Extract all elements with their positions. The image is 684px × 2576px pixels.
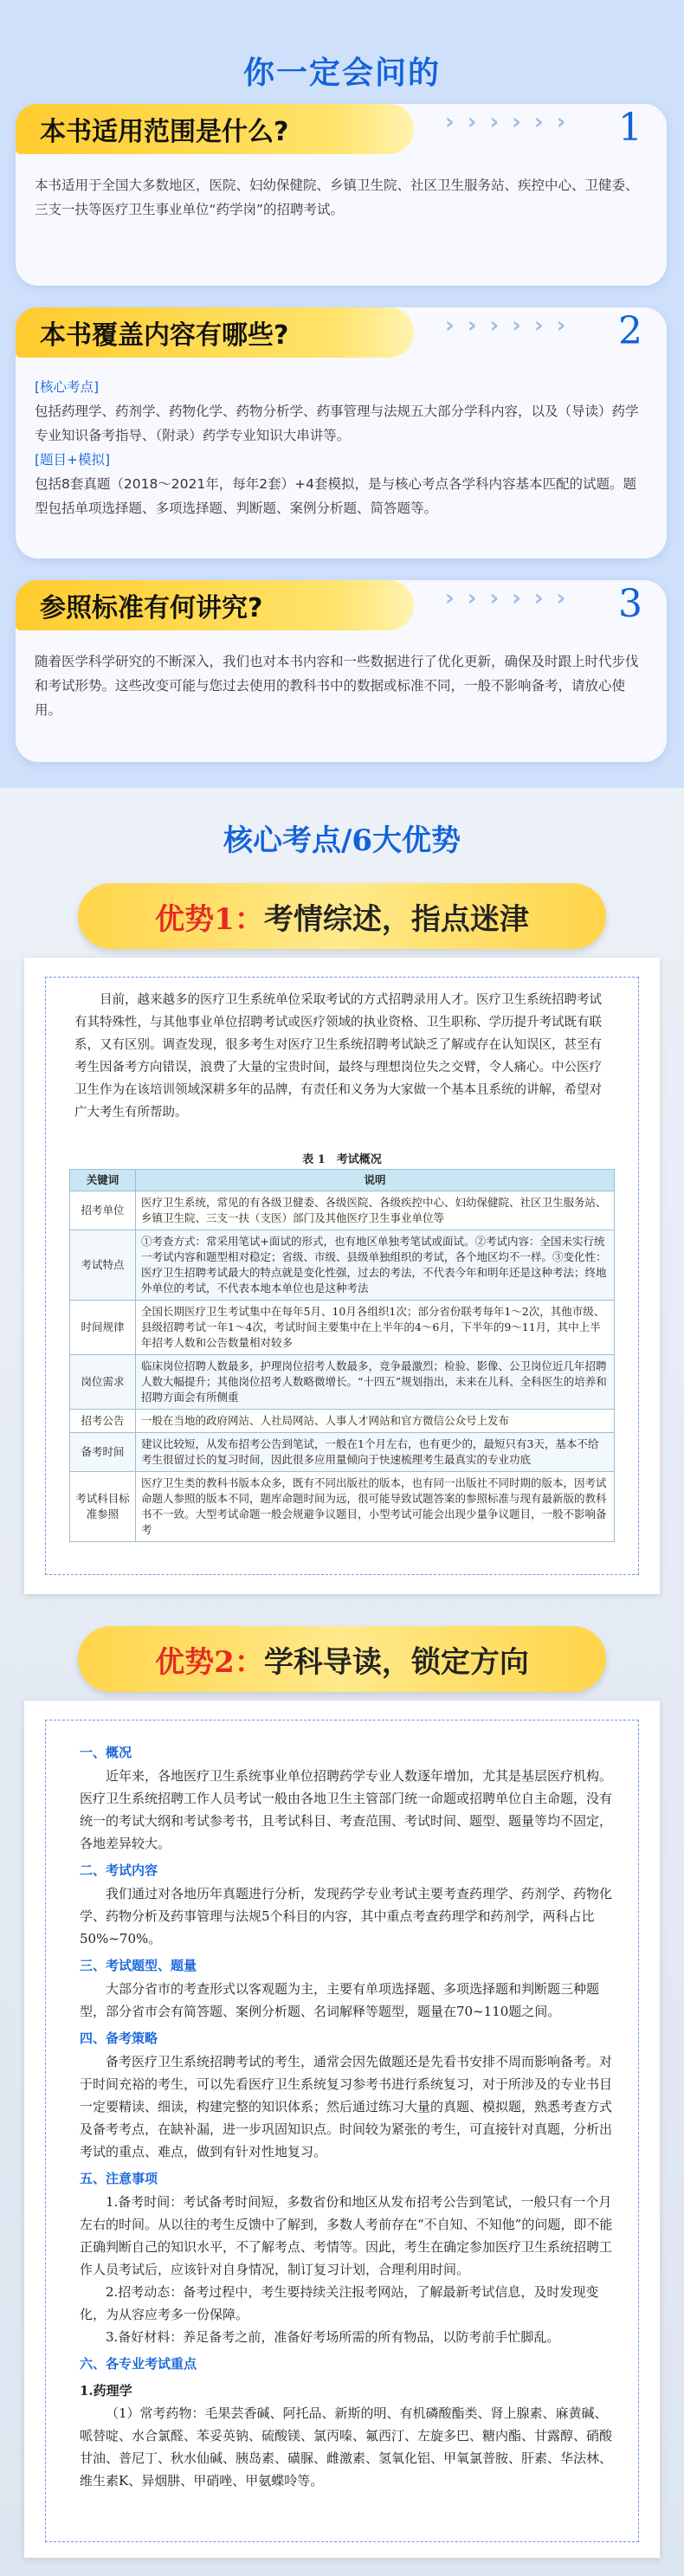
advantage-2-text: 学科导读，锁定方向: [263, 1644, 529, 1680]
chevrons-icon: › › › › › ›: [445, 585, 566, 611]
table-row: 备考时间 建议比较短，从发布招考公告到笔试，一般在1个月左右，也有更少的，最短只有3天，基本不给考生很留过长的复习时间，因此很多应用量倾向于快速梳理考生最真实的专业功底: [70, 1433, 615, 1472]
table-row: 岗位需求 临床岗位招聘人数最多，护理岗位招考人数最多，竞争最激烈；检验、影像、公卫岗位近几年招聘人数大幅提升；其他岗位招考人数略微增长。“十四五”规划指出，未来在儿科、全科医生的培养和招聘方面会有所侧重: [70, 1355, 615, 1410]
question-pill: 本书适用范围是什么?: [16, 104, 414, 154]
answer-text: 本书适用于全国大多数地区，医院、妇幼保健院、乡镇卫生院、社区卫生服务站、疾控中心、卫健委、三支一扶等医疗卫生事业单位“药学岗”的招聘考试。: [35, 178, 639, 217]
faq-title: 你一定会问的: [242, 55, 441, 91]
chevrons-icon: › › › › › ›: [445, 109, 566, 135]
answer-text: [35, 375, 648, 520]
section-heading: 一、概况: [80, 1746, 132, 1760]
section-paragraph: 备考医疗卫生系统招聘考试的考生，通常会因先做题还是先看书安排不周而影响备考。对于时间充裕的考生，可以先看医疗卫生系统复习参考书进行系统复习，对于所涉及的专业书目一定要精读、细读，构建完整的知识体系；然后通过练习大量的真题、模拟题，熟悉考查方式及备考考点，在缺补漏，进一步巩固知识点。时间较为紧张的考生，可直接针对真题，分析出考试的重点、难点，做到有针对性地复习。: [80, 2054, 613, 2160]
tag-core-points: [核心考点]: [35, 379, 100, 395]
faq-section: [0, 0, 684, 788]
question-number: 1: [618, 106, 642, 150]
section-paragraph: 2.招考动态：备考过程中，考生要持续关注报考网站，了解最新考试信息，及时发现变化，为从容应考多一份保障。: [80, 2284, 599, 2322]
advantage-2-prefix: 优势2：: [155, 1644, 264, 1680]
advantage-1-text: 考情综述，指点迷津: [263, 901, 529, 937]
section-heading: 二、考试内容: [80, 1863, 158, 1878]
question-number: 3: [618, 582, 642, 626]
table-caption: 表 1 考试概况: [302, 1153, 382, 1166]
answer-questions-mock: 包括8套真题（2018～2021年，每年2套）+4套模拟，是与核心考点各学科内容基本匹配的试题。题型包括单项选择题、多项选择题、判断题、案例分析题、简答题等。: [35, 476, 636, 516]
table-row: 时间规律 全国长期医疗卫生考试集中在每年5月、10月各组织1次；部分省份联考每年1～2次，其他市级、县级招聘考试一年1～4次，考试时间主要集中在上半年的4～6月，下半年的9～11月，其中上半年招考人数和公告数量相对较多: [70, 1301, 615, 1355]
advantage-2-banner: [78, 1626, 606, 1692]
section-heading: 六、各专业考试重点: [80, 2357, 197, 2372]
section-paragraph: 我们通过对各地历年真题进行分析，发现药学专业考试主要考查药理学、药剂学、药物化学、药物分析及药事管理与法规5个科目的内容，其中重点考查药理学和药剂学，两科占比50%~70%。: [80, 1886, 613, 1947]
section-heading: 五、注意事项: [80, 2172, 158, 2186]
section-paragraph: 近年来，各地医疗卫生系统事业单位招聘药学专业人数逐年增加，尤其是基层医疗机构。医疗卫生系统招聘工作人员考试一般由各地卫生主管部门统一命题或招聘单位自主命题，没有统一的考试大纲和考试参考书，且考试科目、考查范围、考试时间、题型、题量等均不固定，各地差异较大。: [80, 1768, 613, 1851]
subsection-heading: 1.药理学: [80, 2383, 132, 2398]
overview-intro: 目前，越来越多的医疗卫生系统单位采取考试的方式招聘录用人才。医疗卫生系统招聘考试有其特殊性，与其他事业单位招聘考试或医疗领域的执业资格、卫生职称、学历提升考试既有联系，又有区别。调查发现，很多考生对医疗卫生系统招聘考试缺乏了解或存在认知误区，甚至有考生因备考方向错误，浪费了大量的宝贵时间，最终与理想岗位失之交臂，令人痛心。中公医疗卫生作为在该培训领域深耕多年的品牌，有责任和义务为大家做一个基本且系统的讲解，希望对广大考生有所帮助。: [74, 993, 602, 1120]
faq-card-1: [16, 104, 667, 286]
section-paragraph: 大部分省市的考查形式以客观题为主，主要有单项选择题、多项选择题和判断题三种题型，部分省市会有简答题、案例分析题、名词解释等题型，题量在70~110题之间。: [80, 1981, 600, 2019]
faq-card-3: [16, 580, 667, 762]
table-row: 招考公告 一般在当地的政府网站、人社局网站、人事人才网站和官方微信公众号上发布: [70, 1410, 615, 1433]
faq-card-2: [16, 307, 667, 558]
question-pill: 参照标准有何讲究?: [16, 580, 414, 630]
tag-questions-mock: [题目+模拟]: [35, 452, 111, 468]
section-heading: 四、备考策略: [80, 2031, 158, 2046]
overview-panel: [24, 958, 660, 1594]
section-paragraph: 3.备好材料：养足备考之前，准备好考场所需的所有物品，以防考前手忙脚乱。: [106, 2329, 560, 2345]
section-heading: 三、考试题型、题量: [80, 1959, 197, 1973]
table-header-keyword: 关键词: [70, 1170, 136, 1191]
chevrons-icon: › › › › › ›: [445, 313, 566, 339]
advantages-title: 核心考点/6大优势: [223, 823, 461, 858]
advantage-1-prefix: 优势1：: [155, 901, 264, 937]
question-number: 2: [618, 309, 642, 353]
table-row: 招考单位 医疗卫生系统，常见的有各级卫健委、各级医院、各级疾控中心、妇幼保健院、社区卫生服务站、乡镇卫生院、三支一扶（支医）部门及其他医疗卫生事业单位等: [70, 1191, 615, 1230]
question-pill: 本书覆盖内容有哪些?: [16, 307, 414, 358]
table-row: 考试特点 ①考查方式：常采用笔试+面试的形式，也有地区单独考笔试或面试。②考试内容：全国未实行统一考试内容和题型相对稳定；省级、市级、县级单独组织的考试，各个地区均不一样。③变化性：医疗卫生招聘考试最大的特点就是变化性强，过去的考法，不代表今年和明年还是这种考法；终地外单位的考试，不代表本地本单位也是这种考法: [70, 1230, 615, 1301]
section-paragraph: （1）常考药物：毛果芸香碱、阿托品、新斯的明、有机磷酸酯类、肾上腺素、麻黄碱、哌替啶、水合氯醛、苯妥英钠、硫酸镁、氯丙嗪、氟西汀、左旋多巴、糖内酯、甘露醇、硝酸甘油、普尼丁、秋水仙碱、胰岛素、磺脲、雌激素、氢氧化铝、甲氧氯普胺、肝素、华法林、维生素K、异烟肼、甲硝唑、甲氨蝶呤等。: [80, 2405, 613, 2489]
guide-body: [80, 1737, 615, 2492]
table-header-description: 说明: [136, 1170, 615, 1191]
advantage-1-banner: [78, 883, 606, 949]
answer-text: 随着医学科学研究的不断深入，我们也对本书内容和一些数据进行了优化更新，确保及时跟上时代步伐和考试形势。这些改变可能与您过去使用的教科书中的数据或标准不同，一般不影响备考，请放心使用。: [35, 654, 639, 718]
exam-overview-table: [69, 1169, 615, 1542]
section-paragraph: 1.备考时间：考试备考时间短，多数省份和地区从发布招考公告到笔试，一般只有一个月左右的时间。从以往的考生反馈中了解到，多数人考前存在“不自知、不知他”的问题，即不能正确判断自己的知识水平，不了解考点、考情等。因此，考生在确定参加医疗卫生系统招聘工作人员考试后，应该针对自身情况，制订复习计划，合理利用时间。: [80, 2194, 613, 2277]
table-row: 考试科目标准参照 医疗卫生类的教科书版本众多，既有不同出版社的版本，也有同一出版社不同时期的版本，因考试命题人参照的版本不同，题库命题时间为远，很可能导致试题答案的参照标准与现有最新版的教科书不一致。大型考试命题一般会规避争议题目，小型考试可能会出现少量争议题目，一般不影响备考: [70, 1472, 615, 1542]
guide-panel: [24, 1701, 660, 2558]
answer-core-points: 包括药理学、药剂学、药物化学、药物分析学、药事管理与法规五大部分学科内容，以及（导读）药学专业知识备考指导、（附录）药学专业知识大串讲等。: [35, 404, 639, 443]
